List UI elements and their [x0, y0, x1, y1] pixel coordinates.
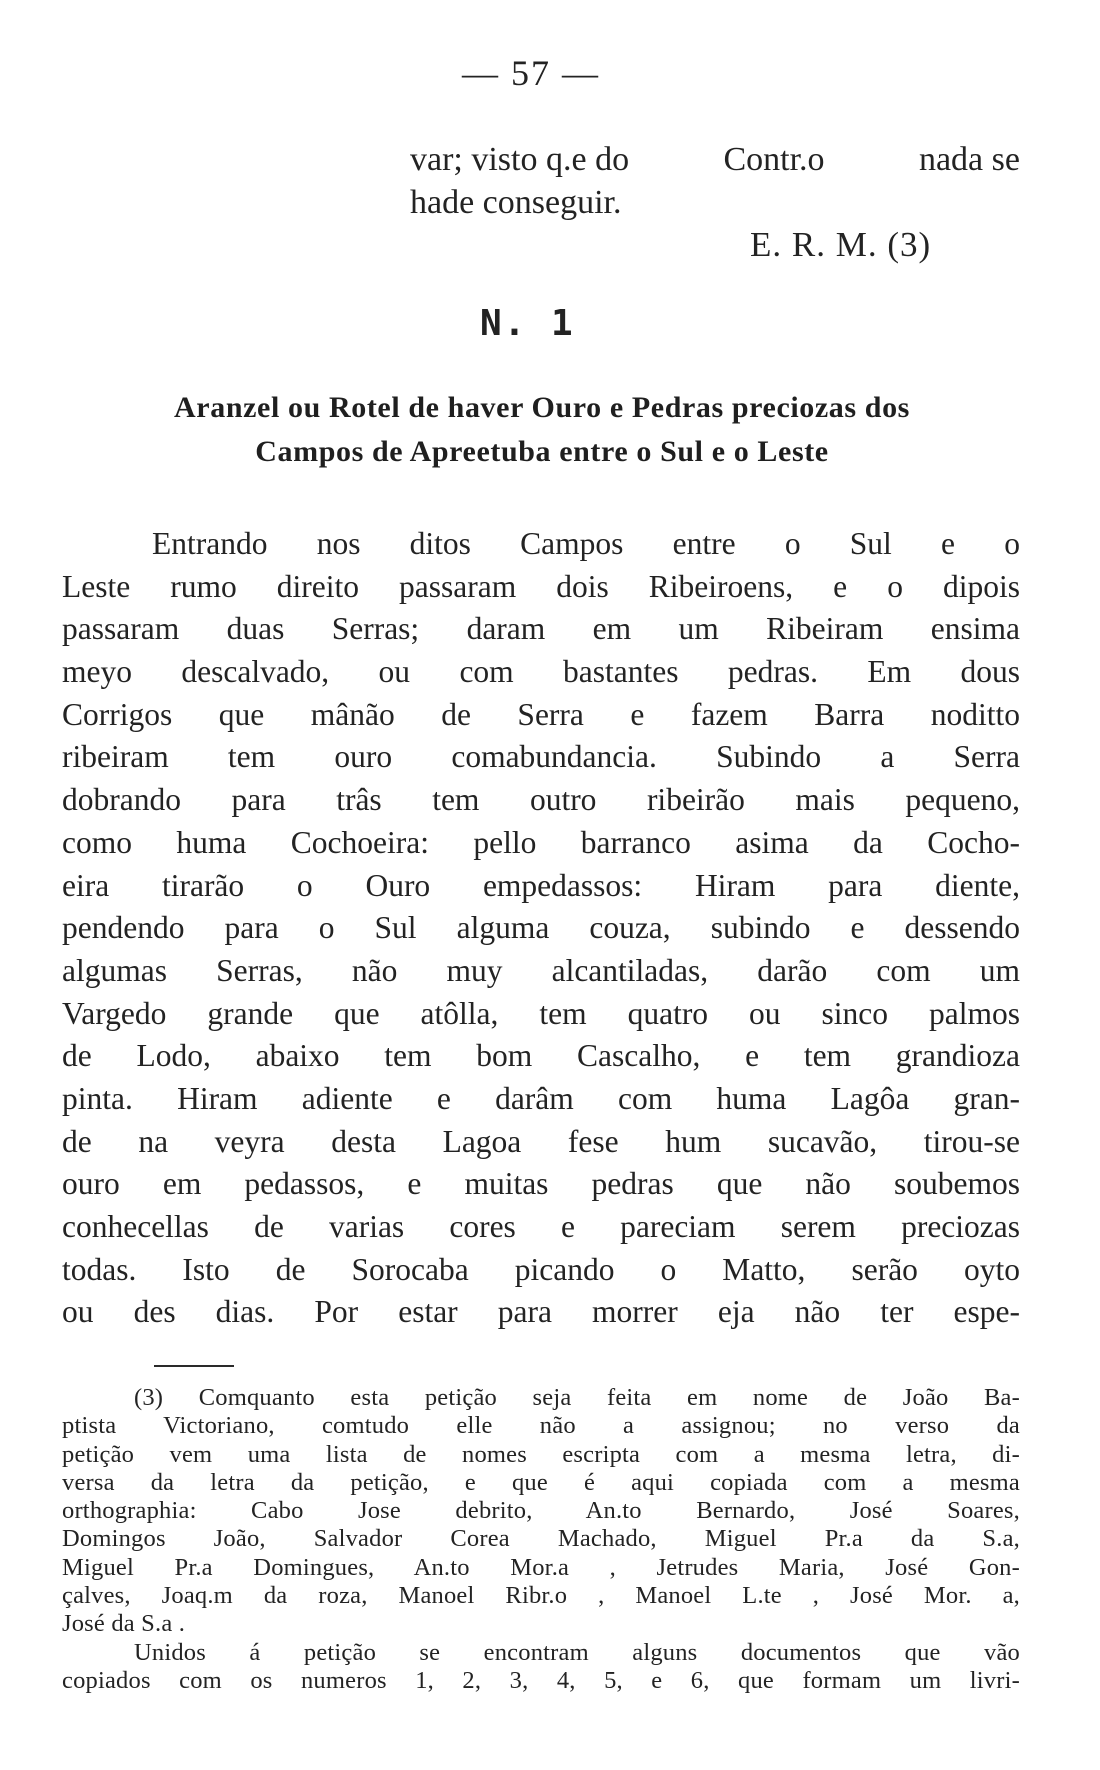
title-line-2: Campos de Apreetuba entre o Sul e o Leste	[255, 435, 829, 468]
page-number: — 57 —	[462, 53, 600, 93]
body-line: dobrando para trâs tem outro ribeirão mais pequeno,	[62, 782, 1020, 818]
intro-line-1-left: var; visto q.e do	[410, 141, 630, 178]
intro-line-1-right: nada se	[918, 141, 1020, 178]
body-text	[62, 523, 1020, 1334]
intro-line-1-mid: Contr.o	[723, 141, 825, 178]
footnote-line: çalves, Joaq.m da roza, Manoel Ribr.o , Manoel L.te , José Mor. a,	[62, 1582, 1020, 1610]
body-line: pendendo para o Sul alguma couza, subindo e dessendo	[62, 910, 1020, 946]
document-title	[62, 386, 1022, 474]
footnote-line: Unidos á petição se encontram alguns documentos que vão	[134, 1638, 1020, 1666]
body-line: Entrando nos ditos Campos entre o Sul e o	[152, 526, 1020, 561]
footnote-line: ptista Victoriano, comtudo elle não a assignou; no verso da	[62, 1412, 1020, 1440]
body-line: ouro em pedassos, e muitas pedras que não soubemos	[62, 1166, 1020, 1202]
body-line: de na veyra desta Lagoa fese hum sucavão, tirou-se	[62, 1123, 1020, 1159]
body-line: ribeiram tem ouro comabundancia. Subindo a Serra	[62, 739, 1020, 775]
footnote-line: petição vem uma lista de nomes escripta com a mesma letra, di-	[62, 1440, 1020, 1468]
title-line-1: Aranzel ou Rotel de haver Ouro e Pedras preciozas dos	[174, 391, 910, 424]
footnote-line: versa da letra da petição, e que é aqui copiada com a mesma	[62, 1468, 1020, 1496]
signature-initials: E. R. M. (3)	[750, 225, 932, 264]
document-number: N. 1	[480, 303, 575, 344]
body-line: algumas Serras, não muy alcantiladas, darão com um	[62, 952, 1020, 988]
intro-text	[410, 138, 1020, 224]
body-line: ou des dias. Por estar para morrer eja não ter espe-	[62, 1294, 1020, 1330]
body-line: conhecellas de varias cores e pareciam serem preciozas	[62, 1209, 1020, 1244]
footnote-line: Miguel Pr.a Domingues, An.to Mor.a , Jetrudes Maria, José Gon-	[62, 1553, 1020, 1581]
body-line: eira tirarão o Ouro empedassos: Hiram para diente,	[62, 867, 1020, 903]
footnotes	[62, 1384, 1020, 1695]
body-line: Vargedo grande que atôlla, tem quatro ou sinco palmos	[62, 995, 1020, 1031]
body-line: meyo descalvado, ou com bastantes pedras. Em dous	[62, 654, 1020, 690]
body-line: de Lodo, abaixo tem bom Cascalho, e tem grandioza	[62, 1038, 1020, 1074]
body-line: pinta. Hiram adiente e darâm com huma Lagôa gran-	[62, 1080, 1020, 1116]
body-line: Corrigos que mânão de Serra e fazem Barra noditto	[62, 696, 1020, 732]
intro-line-1	[410, 138, 1020, 181]
footnote-line: José da S.a .	[62, 1610, 186, 1638]
footnote-line: orthographia: Cabo Jose debrito, An.to Bernardo, José Soares,	[62, 1497, 1020, 1525]
body-line: como huma Cochoeira: pello barranco asima da Cocho-	[62, 824, 1020, 860]
body-line: passaram duas Serras; daram em um Ribeiram ensima	[62, 611, 1020, 647]
body-line: todas. Isto de Sorocaba picando o Matto, serão oyto	[62, 1251, 1020, 1287]
intro-line-2: hade conseguir.	[410, 184, 622, 221]
body-line: Leste rumo direito passaram dois Ribeiroens, e o dipois	[62, 568, 1020, 604]
footnote-line: (3) Comquanto esta petição seja feita em nome de João Ba-	[134, 1384, 1020, 1411]
footnote-divider	[154, 1365, 234, 1367]
footnote-line: copiados com os numeros 1, 2, 3, 4, 5, e 6, que formam um livri-	[62, 1666, 1020, 1694]
footnote-line: Domingos João, Salvador Corea Machado, Miguel Pr.a da S.a,	[62, 1525, 1020, 1553]
